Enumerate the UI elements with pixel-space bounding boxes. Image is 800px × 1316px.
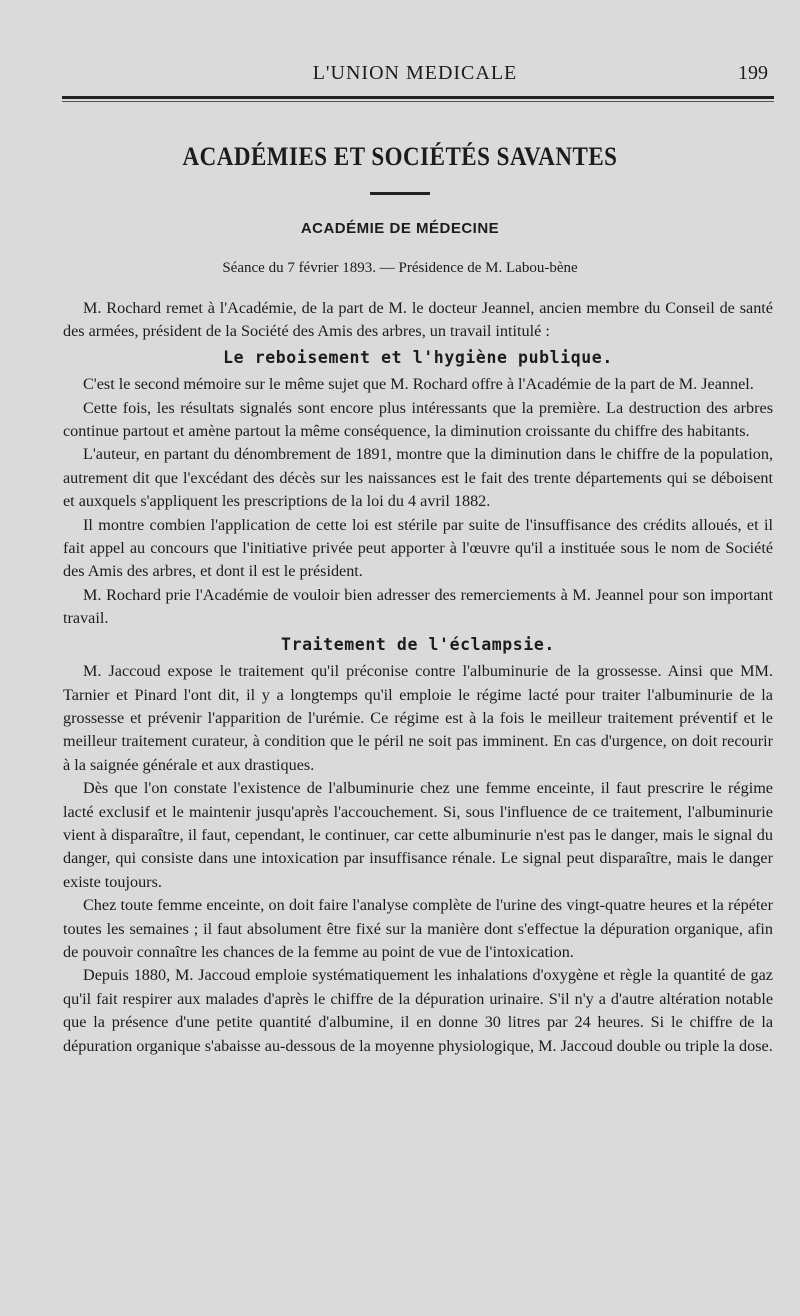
title-separator [370, 192, 430, 195]
paragraph: M. Rochard remet à l'Académie, de la part de M. le docteur Jeannel, ancien membre du Conseil de santé des armées, président de la Société des Amis des arbres, un travail intitulé : [63, 299, 773, 341]
subsection-title: Le reboisement et l'hygiène publique. [223, 347, 613, 367]
paragraph: L'auteur, en partant du dénombrement de 1891, montre que la diminution dans le chiffre de la population, autrement dit que l'excédant des décès sur les naissances est le fait des trente départements qui se déboisent et auxquels s'appliquent les prescriptions de la loi du 4 avril 1882. [63, 445, 773, 511]
academy-name: ACADÉMIE DE MÉDECINE [300, 220, 500, 237]
running-head [60, 58, 770, 88]
paragraph: C'est le second mémoire sur le même sujet que M. Rochard offre à l'Académie de la part de M. Jeannel. [83, 375, 754, 394]
paragraph: Depuis 1880, M. Jaccoud emploie systématiquement les inhalations d'oxygène et règle la quantité de gaz qu'il fait respirer aux malades d'après le chiffre de la dépuration urinaire. S'il n'y a d'autre altération notable que la présence d'une petite quantité d'albumine, il en donne 30 litres par 24 heures. Si le chiffre de la dépuration organique s'abaisse au-dessous de la moyenne physiologique, M. Jaccoud double ou triple la dose. [63, 966, 773, 1055]
page-number: 199 [738, 62, 768, 84]
paragraph: Dès que l'on constate l'existence de l'albuminurie chez une femme enceinte, il faut prescrire le régime lacté exclusif et le maintenir jusqu'après l'accouchement. Si, sous l'influence de ce traitement, l'albuminurie vient à disparaître, il faut, cependant, le continuer, car cette albuminurie n'est pas le danger, mais le signal du danger, qui consiste dans une intoxication par insuffisance rénale. Le signal peut disparaître, mais le danger existe toujours. [63, 779, 773, 891]
paragraph: Chez toute femme enceinte, on doit faire l'analyse complète de l'urine des vingt-quatre heures et la répéter toutes les semaines ; il faut absolument être fixé sur la manière dont s'effectue la dépuration organique, afin de pouvoir connaître les chances de la femme au point de vue de l'intoxication. [63, 896, 773, 961]
running-title: L'UNION MEDICALE [312, 62, 518, 84]
paragraph: Cette fois, les résultats signalés sont encore plus intéressants que la première. La destruction des arbres continue partout et amène partout la même conséquence, la diminution croissante du chiffre des habitants. [63, 398, 773, 441]
paragraph: Il montre combien l'application de cette loi est stérile par suite de l'insuffisance des crédits alloués, et il fait appel au concours que l'initiative privée peut apporter à l'œuvre qu'il a instituée sous le nom de Société des Amis des arbres, et dont il est le président. [63, 515, 773, 581]
subsection-title: Traitement de l'éclampsie. [281, 634, 555, 654]
section-title: ACADÉMIES ET SOCIÉTÉS SAVANTES [182, 142, 618, 171]
paragraph: M. Jaccoud expose le traitement qu'il préconise contre l'albuminurie de la grossesse. Ainsi que MM. Tarnier et Pinard l'ont dit, il y a longtemps qu'il emploie le régime lacté pour traiter l'albuminurie de la grossesse et prévenir l'apparition de l'urémie. Ce régime est à la fois le meilleur traitement préventif et le meilleur traitement curateur, à condition que le péril ne soit pas imminent. En cas d'urgence, on doit recourir à la saignée générale et aux drastiques. [63, 662, 773, 774]
paragraph: M. Rochard prie l'Académie de vouloir bien adresser des remerciements à M. Jeannel pour son important travail. [63, 585, 773, 628]
header-rule [62, 96, 774, 99]
header-rule-thin [62, 101, 774, 102]
session-line: Séance du 7 février 1893. — Présidence de M. Labou-bène [222, 260, 578, 276]
article-body [63, 297, 773, 1058]
